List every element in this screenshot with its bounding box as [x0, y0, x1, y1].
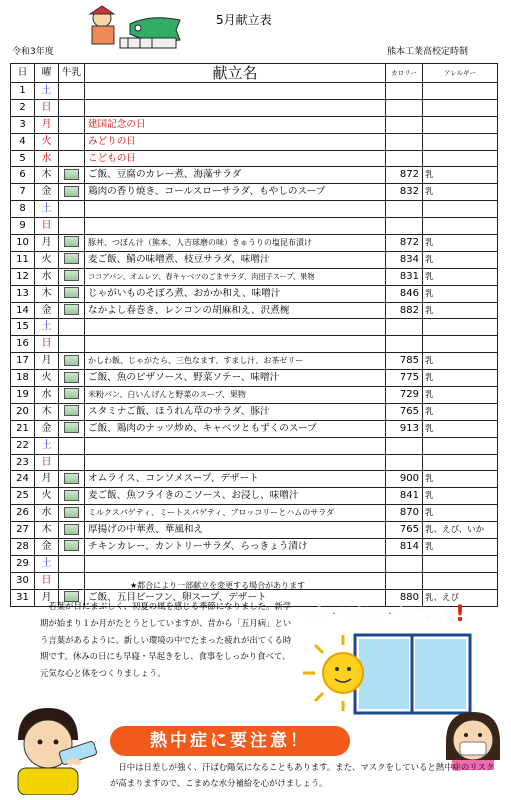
- menu-cell: こどもの日: [85, 150, 386, 167]
- table-row: [11, 336, 498, 353]
- allergy-cell: 乳: [423, 235, 498, 252]
- allergy-cell: 乳: [423, 302, 498, 319]
- table-row: [11, 454, 498, 471]
- table-row: [11, 555, 498, 572]
- allergy-cell: [423, 336, 498, 353]
- change-notice: ★都合により一部献立を変更する場合があります: [130, 581, 306, 590]
- day-cell: 1: [11, 83, 35, 100]
- milk-icon: [64, 388, 79, 399]
- milk-cell: [59, 488, 85, 505]
- school-year: 令和3年度: [12, 47, 54, 57]
- weekday-cell: 日: [35, 99, 59, 116]
- header-weekday: 曜: [35, 64, 59, 83]
- milk-cell: [59, 83, 85, 100]
- allergy-cell: 乳: [423, 488, 498, 505]
- allergy-cell: [423, 201, 498, 218]
- weekday-cell: 月: [35, 235, 59, 252]
- weekday-cell: 土: [35, 437, 59, 454]
- menu-cell: ご飯、五目ビーフン、卵スープ、デザート: [85, 589, 386, 606]
- calorie-cell: 814: [386, 539, 423, 556]
- day-cell: 10: [11, 235, 35, 252]
- milk-cell: [59, 201, 85, 218]
- calorie-cell: [386, 555, 423, 572]
- allergy-cell: 乳: [423, 370, 498, 387]
- calorie-cell: 872: [386, 235, 423, 252]
- weekday-cell: 火: [35, 488, 59, 505]
- menu-cell: チキンカレー、カントリーサラダ、らっきょう漬け: [85, 539, 386, 556]
- day-cell: 24: [11, 471, 35, 488]
- allergy-cell: [423, 572, 498, 589]
- milk-cell: [59, 522, 85, 539]
- weekday-cell: 金: [35, 420, 59, 437]
- weekday-cell: 火: [35, 251, 59, 268]
- weekday-cell: 土: [35, 555, 59, 572]
- early-bed-banner: [295, 595, 490, 720]
- allergy-cell: 乳: [423, 268, 498, 285]
- seasonal-message: 若葉が目にまぶしく、初夏の風を感じる季節になりました。新学期が始まり１か月がたとうとしていますが、昔から「五月病」という言葉があるように、新しい環境の中でたまった疲れが出てくる時期です。休みの日にも早寝・早起きをし、食事をしっかり食べて、元気な心と体をつくりましょう。: [40, 601, 292, 679]
- milk-icon: [64, 169, 79, 180]
- weekday-cell: 月: [35, 471, 59, 488]
- day-cell: 7: [11, 184, 35, 201]
- menu-cell: [85, 83, 386, 100]
- weekday-cell: 木: [35, 167, 59, 184]
- milk-cell: [59, 235, 85, 252]
- menu-cell: 厚揚げの中華煮、華風和え: [85, 522, 386, 539]
- milk-cell: [59, 302, 85, 319]
- table-row: [11, 505, 498, 522]
- milk-cell: [59, 99, 85, 116]
- calorie-cell: 846: [386, 285, 423, 302]
- koinobori-illustration: [80, 4, 196, 56]
- table-row: [11, 471, 498, 488]
- milk-cell: [59, 268, 85, 285]
- milk-cell: [59, 555, 85, 572]
- allergy-cell: 乳: [423, 387, 498, 404]
- day-cell: 29: [11, 555, 35, 572]
- weekday-cell: 木: [35, 522, 59, 539]
- calorie-cell: 785: [386, 353, 423, 370]
- milk-icon: [64, 540, 79, 551]
- calorie-cell: [386, 201, 423, 218]
- allergy-cell: 乳: [423, 353, 498, 370]
- allergy-cell: [423, 83, 498, 100]
- allergy-cell: [423, 150, 498, 167]
- day-cell: 27: [11, 522, 35, 539]
- day-cell: 11: [11, 251, 35, 268]
- table-row: [11, 99, 498, 116]
- allergy-cell: 乳: [423, 167, 498, 184]
- milk-icon: [64, 304, 79, 315]
- milk-cell: [59, 539, 85, 556]
- milk-cell: [59, 133, 85, 150]
- day-cell: 4: [11, 133, 35, 150]
- menu-cell: スタミナご飯、ほうれん草のサラダ、豚汁: [85, 403, 386, 420]
- school-name: 熊本工業高校定時制: [387, 47, 469, 57]
- milk-icon: [64, 355, 79, 366]
- weekday-cell: 日: [35, 336, 59, 353]
- milk-cell: [59, 353, 85, 370]
- header-calorie: カロリー: [386, 64, 423, 83]
- weekday-cell: 土: [35, 83, 59, 100]
- day-cell: 31: [11, 589, 35, 606]
- banner-exclaim: !: [455, 602, 466, 627]
- milk-cell: [59, 572, 85, 589]
- day-cell: 2: [11, 99, 35, 116]
- weekday-cell: 水: [35, 387, 59, 404]
- weekday-cell: 土: [35, 201, 59, 218]
- day-cell: 21: [11, 420, 35, 437]
- allergy-cell: [423, 218, 498, 235]
- calorie-cell: 872: [386, 167, 423, 184]
- day-cell: 22: [11, 437, 35, 454]
- day-cell: 3: [11, 116, 35, 133]
- day-cell: 19: [11, 387, 35, 404]
- milk-icon: [64, 236, 79, 247]
- table-row: [11, 83, 498, 100]
- milk-cell: [59, 218, 85, 235]
- day-cell: 6: [11, 167, 35, 184]
- allergy-cell: [423, 133, 498, 150]
- allergy-cell: 乳: [423, 539, 498, 556]
- table-row: [11, 268, 498, 285]
- weekday-cell: 水: [35, 505, 59, 522]
- day-cell: 16: [11, 336, 35, 353]
- menu-cell: 建国記念の日: [85, 116, 386, 133]
- day-cell: 18: [11, 370, 35, 387]
- day-cell: 15: [11, 319, 35, 336]
- menu-cell: [85, 336, 386, 353]
- milk-icon: [64, 405, 79, 416]
- drinking-boy-illustration: [8, 700, 106, 795]
- table-row: [11, 251, 498, 268]
- milk-cell: [59, 403, 85, 420]
- heatstroke-title: 熱中症に要注意！: [110, 726, 350, 756]
- table-row: [11, 420, 498, 437]
- allergy-cell: 乳: [423, 471, 498, 488]
- allergy-cell: [423, 555, 498, 572]
- milk-icon: [64, 287, 79, 298]
- menu-cell: ミルクスパゲティ、ミートスパゲティ、ブロッコリーとハムのサラダ: [85, 505, 386, 522]
- allergy-cell: [423, 116, 498, 133]
- header-menu: 献立名: [85, 64, 386, 83]
- weekday-cell: 月: [35, 116, 59, 133]
- milk-cell: [59, 285, 85, 302]
- weekday-cell: 月: [35, 353, 59, 370]
- milk-icon: [64, 507, 79, 518]
- calorie-cell: 841: [386, 488, 423, 505]
- day-cell: 8: [11, 201, 35, 218]
- calorie-cell: 913: [386, 420, 423, 437]
- allergy-cell: 乳: [423, 403, 498, 420]
- table-row: [11, 302, 498, 319]
- table-row: [11, 488, 498, 505]
- weekday-cell: 金: [35, 302, 59, 319]
- menu-cell: [85, 99, 386, 116]
- calorie-cell: 882: [386, 302, 423, 319]
- table-row: [11, 387, 498, 404]
- menu-table: [10, 63, 498, 607]
- milk-icon: [64, 372, 79, 383]
- milk-cell: [59, 167, 85, 184]
- milk-cell: [59, 370, 85, 387]
- table-row: [11, 167, 498, 184]
- day-cell: 20: [11, 403, 35, 420]
- milk-icon: [64, 186, 79, 197]
- milk-cell: [59, 116, 85, 133]
- header-milk: 牛乳: [59, 64, 85, 83]
- menu-cell: 豚丼、つぼん汁（熊本、人吉球磨の味）きゅうりの塩昆布漬け: [85, 235, 386, 252]
- weekday-cell: 日: [35, 454, 59, 471]
- allergy-cell: 乳、えび: [423, 589, 498, 606]
- allergy-cell: 乳: [423, 184, 498, 201]
- calorie-cell: 765: [386, 403, 423, 420]
- table-row: [11, 353, 498, 370]
- weekday-cell: 日: [35, 218, 59, 235]
- day-cell: 9: [11, 218, 35, 235]
- menu-cell: 米粉パン、白いんげんと野菜のスープ、果物: [85, 387, 386, 404]
- menu-cell: [85, 201, 386, 218]
- allergy-cell: 乳: [423, 285, 498, 302]
- milk-cell: [59, 387, 85, 404]
- table-row: [11, 437, 498, 454]
- day-cell: 13: [11, 285, 35, 302]
- allergy-cell: [423, 437, 498, 454]
- milk-icon: [64, 524, 79, 535]
- calorie-cell: [386, 336, 423, 353]
- milk-cell: [59, 437, 85, 454]
- milk-cell: [59, 471, 85, 488]
- milk-cell: [59, 454, 85, 471]
- allergy-cell: 乳: [423, 251, 498, 268]
- table-row: [11, 319, 498, 336]
- weekday-cell: 金: [35, 184, 59, 201]
- milk-icon: [64, 253, 79, 264]
- milk-cell: [59, 150, 85, 167]
- milk-cell: [59, 505, 85, 522]
- calorie-cell: [386, 218, 423, 235]
- menu-cell: オムライス、コンソメスープ、デザート: [85, 471, 386, 488]
- table-row: [11, 370, 498, 387]
- weekday-cell: 金: [35, 539, 59, 556]
- weekday-cell: 火: [35, 370, 59, 387]
- milk-icon: [64, 422, 79, 433]
- calorie-cell: 900: [386, 471, 423, 488]
- menu-cell: 麦ご飯、鯖の味噌煮、枝豆サラダ、味噌汁: [85, 251, 386, 268]
- milk-cell: [59, 184, 85, 201]
- milk-icon: [64, 270, 79, 281]
- allergy-cell: [423, 454, 498, 471]
- header-allergy: アレルギー: [423, 64, 498, 83]
- milk-cell: [59, 420, 85, 437]
- milk-icon: [64, 490, 79, 501]
- table-row: [11, 133, 498, 150]
- day-cell: 25: [11, 488, 35, 505]
- table-row: [11, 522, 498, 539]
- day-cell: 12: [11, 268, 35, 285]
- milk-icon: [64, 473, 79, 484]
- day-cell: 26: [11, 505, 35, 522]
- menu-cell: [85, 319, 386, 336]
- menu-cell: [85, 437, 386, 454]
- allergy-cell: 乳: [423, 420, 498, 437]
- calorie-cell: [386, 454, 423, 471]
- day-cell: 28: [11, 539, 35, 556]
- menu-cell: じゃがいものそぼろ煮、おかか和え、味噌汁: [85, 285, 386, 302]
- calorie-cell: 834: [386, 251, 423, 268]
- weekday-cell: 日: [35, 572, 59, 589]
- table-row: [11, 539, 498, 556]
- menu-cell: 麦ご飯、魚フライきのこソース、お浸し、味噌汁: [85, 488, 386, 505]
- calorie-cell: 880: [386, 589, 423, 606]
- allergy-cell: 乳、えび、いか: [423, 522, 498, 539]
- day-cell: 17: [11, 353, 35, 370]
- allergy-cell: [423, 99, 498, 116]
- calorie-cell: 832: [386, 184, 423, 201]
- menu-cell: [85, 218, 386, 235]
- weekday-cell: 月: [35, 589, 59, 606]
- calorie-cell: [386, 83, 423, 100]
- calorie-cell: [386, 133, 423, 150]
- menu-cell: [85, 555, 386, 572]
- calorie-cell: 765: [386, 522, 423, 539]
- milk-cell: [59, 251, 85, 268]
- day-cell: 30: [11, 572, 35, 589]
- weekday-cell: 木: [35, 285, 59, 302]
- table-row: [11, 116, 498, 133]
- table-row: [11, 235, 498, 252]
- table-row: [11, 218, 498, 235]
- menu-cell: ご飯、鶏肉のナッツ炒め、キャベツともずくのスープ: [85, 420, 386, 437]
- weekday-cell: 土: [35, 319, 59, 336]
- heatstroke-message: 日中は日差しが強く、汗ばむ陽気になることもあります。また、マスクをしていると熱中症のリスクが高まりますので、こまめな水分補給を心がけましょう。: [110, 762, 495, 788]
- table-row: [11, 184, 498, 201]
- calorie-cell: 729: [386, 387, 423, 404]
- menu-cell: ご飯、魚のピザソース、野菜ソテー、味噌汁: [85, 370, 386, 387]
- page-title: 5月献立表: [216, 13, 272, 27]
- allergy-cell: 乳: [423, 505, 498, 522]
- menu-cell: ココアパン、オムレツ、春キャベツのごまサラダ、肉団子スープ、果物: [85, 268, 386, 285]
- calorie-cell: [386, 437, 423, 454]
- table-header-row: [11, 64, 498, 83]
- calorie-cell: [386, 99, 423, 116]
- calorie-cell: [386, 319, 423, 336]
- calorie-cell: 870: [386, 505, 423, 522]
- calorie-cell: 831: [386, 268, 423, 285]
- header-day: 日: [11, 64, 35, 83]
- weekday-cell: 火: [35, 133, 59, 150]
- calorie-cell: [386, 116, 423, 133]
- banner-text: 早寝・早起き・朝ごはん: [299, 607, 453, 623]
- table-row: [11, 403, 498, 420]
- day-cell: 14: [11, 302, 35, 319]
- milk-cell: [59, 319, 85, 336]
- menu-cell: みどりの日: [85, 133, 386, 150]
- allergy-cell: [423, 319, 498, 336]
- menu-cell: かしわ飯、じゃがたら、三色なます、すまし汁、お茶ゼリー: [85, 353, 386, 370]
- table-row: [11, 150, 498, 167]
- weekday-cell: 木: [35, 403, 59, 420]
- weekday-cell: 水: [35, 150, 59, 167]
- table-row: [11, 285, 498, 302]
- day-cell: 5: [11, 150, 35, 167]
- weekday-cell: 水: [35, 268, 59, 285]
- calorie-cell: 775: [386, 370, 423, 387]
- milk-cell: [59, 336, 85, 353]
- menu-cell: ご飯、豆腐のカレー煮、海藻サラダ: [85, 167, 386, 184]
- menu-cell: [85, 454, 386, 471]
- calorie-cell: [386, 150, 423, 167]
- table-row: [11, 201, 498, 218]
- calorie-cell: [386, 572, 423, 589]
- menu-cell: なかよし春巻き、レンコンの胡麻和え、沢煮椀: [85, 302, 386, 319]
- menu-cell: 鶏肉の香り焼き、コールスローサラダ、もやしのスープ: [85, 184, 386, 201]
- day-cell: 23: [11, 454, 35, 471]
